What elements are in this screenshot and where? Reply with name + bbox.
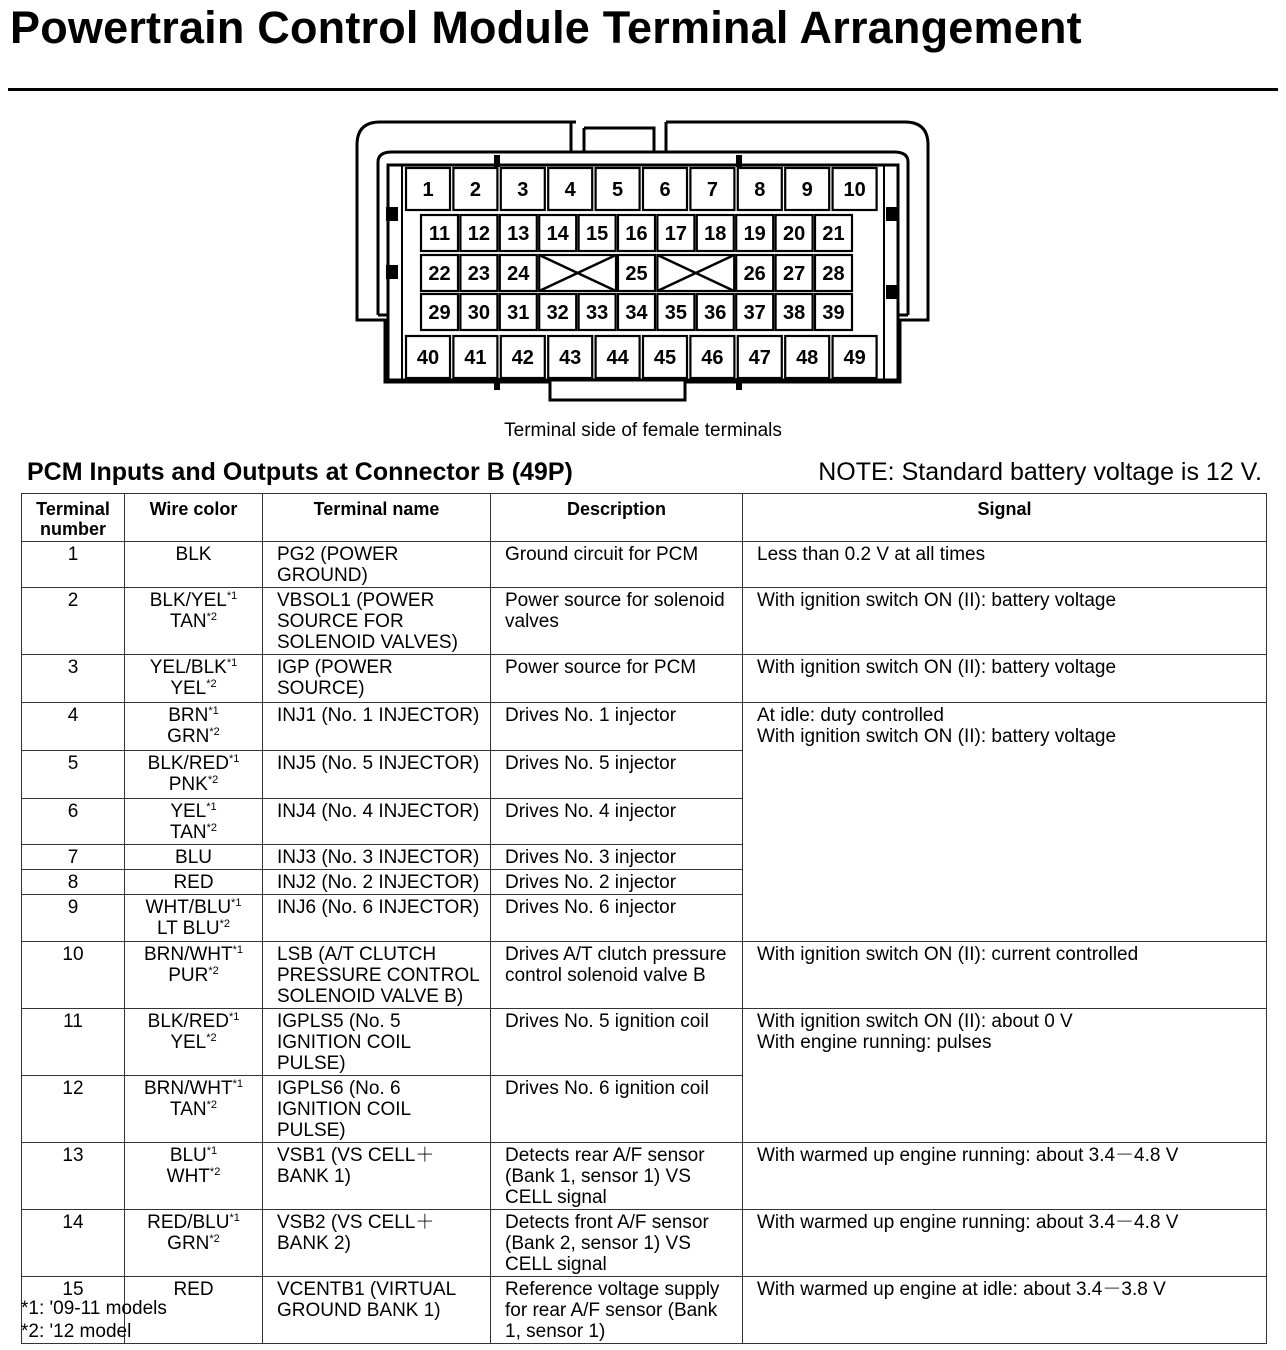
signal-text: At idle: duty controlled (757, 705, 944, 726)
signal-cell (743, 1277, 1267, 1344)
wire-color-primary-mark: *1 (232, 944, 244, 956)
terminal-label-27: 27 (782, 263, 806, 285)
terminal-name: LSB (A/T CLUTCH PRESSURE CONTROL SOLENOID VALVE B) (277, 944, 479, 1007)
terminal-label-2: 2 (469, 179, 481, 201)
terminal-name-cell (263, 703, 491, 751)
wire-color-alt: TAN (170, 1099, 207, 1120)
description-cell (491, 1009, 743, 1076)
description-cell (491, 542, 743, 588)
terminal-label-34: 34 (625, 302, 648, 324)
terminal-name-cell (263, 542, 491, 588)
header-terminal-line1: Terminal (36, 499, 110, 519)
terminal-label-48: 48 (796, 347, 819, 369)
terminal-label-16: 16 (625, 223, 648, 245)
wire-color-alt-mark: *2 (206, 1099, 217, 1111)
battery-note: NOTE: Standard battery voltage is 12 V. (818, 458, 1262, 486)
terminal-number-cell (22, 1210, 125, 1277)
terminal-label-36: 36 (704, 302, 727, 324)
page-title: Powertrain Control Module Terminal Arrangement (10, 2, 1082, 53)
footnote-2: *2: '12 model (21, 1321, 132, 1342)
terminal-label-45: 45 (653, 347, 677, 369)
wire-color-alt: YEL (170, 678, 207, 699)
description-cell (491, 655, 743, 703)
wire-color-primary: BRN/WHT (143, 944, 233, 965)
table-row (22, 542, 1267, 588)
signal-text-2: With ignition switch ON (II): battery voltage (757, 726, 1117, 747)
description: Power source for solenoid valves (505, 590, 725, 632)
wire-color-primary: YEL/BLK (149, 657, 227, 678)
wire-color-primary: BRN/WHT (143, 1078, 233, 1099)
wire-color-cell (125, 1210, 263, 1277)
terminal-number-cell (22, 703, 125, 751)
terminal-label-38: 38 (782, 302, 806, 324)
wire-color-alt: GRN (167, 726, 210, 747)
wire-color-cell (125, 703, 263, 751)
description-cell (491, 942, 743, 1009)
description: Drives No. 6 ignition coil (505, 1078, 709, 1099)
terminal-number: 11 (63, 1011, 83, 1032)
terminal-name-cell (263, 655, 491, 703)
table-row (22, 1009, 1267, 1076)
terminal-label-9: 9 (801, 179, 813, 201)
signal-cell (743, 1210, 1267, 1277)
terminal-number-cell (22, 751, 125, 799)
wire-color-alt: GRN (167, 1233, 210, 1254)
wire-color-alt-mark: *2 (208, 965, 219, 977)
terminal-number: 12 (62, 1078, 84, 1099)
terminal-number-cell (22, 845, 125, 870)
wire-color-alt-mark: *2 (209, 726, 220, 738)
wire-color-alt-mark: *2 (206, 611, 217, 623)
wire-color-alt: YEL (170, 1032, 207, 1053)
terminal-name: INJ5 (No. 5 INJECTOR) (277, 753, 480, 774)
signal-cell (743, 542, 1267, 588)
terminal-number: 1 (67, 544, 79, 565)
terminal-number-cell (22, 942, 125, 1009)
terminal-name-cell (263, 588, 491, 655)
signal-cell (743, 703, 1267, 942)
description-cell (491, 588, 743, 655)
terminal-label-26: 26 (743, 263, 766, 285)
wire-color-alt: PNK (168, 774, 208, 795)
wire-color-primary-mark: *1 (228, 753, 240, 765)
terminal-name: IGP (POWER SOURCE) (277, 657, 393, 699)
wire-color-primary: BLU (169, 1145, 207, 1166)
wire-color-primary-mark: *1 (232, 1078, 244, 1090)
table-row (22, 1210, 1267, 1277)
description-cell (491, 799, 743, 845)
signal-cell (743, 1009, 1267, 1143)
terminal-number: 10 (62, 944, 84, 965)
wire-color-primary: BLU (175, 847, 212, 868)
terminal-name: PG2 (POWER GROUND) (277, 544, 399, 586)
wire-color-alt-mark: *2 (206, 822, 217, 834)
terminal-label-24: 24 (507, 263, 530, 285)
description-cell (491, 1210, 743, 1277)
terminal-number: 7 (67, 847, 79, 868)
terminal-label-15: 15 (585, 223, 609, 245)
wire-color-primary: YEL (170, 801, 207, 822)
signal-cell (743, 1143, 1267, 1210)
description: Drives No. 4 injector (505, 801, 677, 822)
terminal-label-46: 46 (701, 347, 724, 369)
terminal-label-14: 14 (546, 223, 569, 245)
table-row (22, 655, 1267, 703)
wire-color-primary-mark: *1 (226, 657, 238, 669)
terminal-label-23: 23 (467, 263, 491, 285)
wire-color-primary-mark: *1 (206, 801, 217, 813)
signal-cell (743, 655, 1267, 703)
terminal-label-39: 39 (822, 302, 845, 324)
description: Drives No. 2 injector (505, 872, 677, 893)
terminal-number-cell (22, 1143, 125, 1210)
description-cell (491, 870, 743, 895)
terminal-label-19: 19 (743, 223, 766, 245)
table-row (22, 1143, 1267, 1210)
description: Drives No. 5 ignition coil (505, 1011, 709, 1032)
header-terminal-number (22, 494, 125, 542)
header-terminal-line2: number (39, 519, 106, 539)
terminal-number: 8 (67, 872, 79, 893)
wire-color-primary-mark: *1 (229, 1212, 240, 1224)
terminal-number: 13 (62, 1145, 84, 1166)
terminal-name: INJ2 (No. 2 INJECTOR) (277, 872, 480, 893)
terminal-number: 5 (67, 753, 79, 774)
terminal-name-cell (263, 845, 491, 870)
terminal-label-6: 6 (659, 179, 671, 201)
wire-color-primary: WHT/BLU (145, 897, 232, 918)
wire-color-alt-mark: *2 (209, 1166, 221, 1178)
terminal-label-7: 7 (706, 179, 718, 201)
signal-text: With ignition switch ON (II): current controlled (757, 944, 1139, 965)
description-cell (491, 751, 743, 799)
terminal-label-25: 25 (625, 263, 648, 285)
terminal-label-37: 37 (743, 302, 766, 324)
section-title: PCM Inputs and Outputs at Connector B (49P) (27, 458, 573, 486)
terminal-label-13: 13 (507, 223, 530, 245)
terminal-name: INJ4 (No. 4 INJECTOR) (277, 801, 480, 822)
terminal-label-47: 47 (748, 347, 771, 369)
terminal-number-cell (22, 542, 125, 588)
terminal-name: VCENTB1 (VIRTUAL GROUND BANK 1) (277, 1279, 456, 1321)
pcm-terminal-table (21, 493, 1267, 1344)
description-cell (491, 703, 743, 751)
terminal-cells (406, 168, 877, 378)
terminal-label-41: 41 (464, 347, 487, 369)
terminal-name: VSB1 (VS CELL＋ BANK 1) (277, 1145, 435, 1187)
description: Reference voltage supply for rear A/F sensor (Bank 1, sensor 1) (505, 1279, 720, 1342)
wire-color-alt-mark: *2 (206, 678, 217, 690)
connector-diagram (0, 110, 1286, 410)
signal-text: With ignition switch ON (II): battery voltage (757, 590, 1117, 611)
terminal-label-31: 31 (507, 302, 530, 324)
wire-color-cell (125, 588, 263, 655)
wire-color-primary: RED/BLU (147, 1212, 230, 1233)
signal-text: Less than 0.2 V at all times (757, 544, 986, 565)
description-cell (491, 1143, 743, 1210)
wire-color-primary-mark: *1 (226, 590, 238, 602)
wire-color-cell (125, 655, 263, 703)
table-header-row (22, 494, 1267, 542)
wire-color-alt: LT BLU (156, 918, 220, 939)
terminal-number-cell (22, 895, 125, 942)
wire-color-cell (125, 751, 263, 799)
wire-color-cell (125, 1009, 263, 1076)
description: Ground circuit for PCM (505, 544, 699, 565)
terminal-label-18: 18 (704, 223, 727, 245)
description: Detects front A/F sensor (Bank 2, sensor 1) VS CELL signal (505, 1212, 709, 1275)
terminal-label-3: 3 (517, 179, 529, 201)
description-cell (491, 1277, 743, 1344)
terminal-name-cell (263, 1143, 491, 1210)
table-body (22, 542, 1267, 1344)
table-row (22, 942, 1267, 1009)
wire-color-alt-mark: *2 (207, 774, 219, 786)
terminal-number-cell (22, 655, 125, 703)
terminal-number-cell (22, 588, 125, 655)
wire-color-primary: BLK (175, 544, 212, 565)
wire-color-primary-mark: *1 (208, 705, 219, 717)
terminal-name: VBSOL1 (POWER SOURCE FOR SOLENOID VALVES) (277, 590, 458, 653)
terminal-label-40: 40 (416, 347, 440, 369)
terminal-number: 2 (67, 590, 79, 611)
terminal-name: VSB2 (VS CELL＋ BANK 2) (277, 1212, 435, 1254)
wire-color-primary: BLK/YEL (149, 590, 227, 611)
terminal-name-cell (263, 1210, 491, 1277)
wire-color-primary: BLK/RED (147, 753, 229, 774)
terminal-label-1: 1 (422, 179, 434, 201)
terminal-label-4: 4 (564, 179, 576, 201)
terminal-label-10: 10 (843, 179, 866, 201)
wire-color-cell (125, 942, 263, 1009)
wire-color-cell (125, 1143, 263, 1210)
terminal-label-11: 11 (428, 223, 451, 245)
terminal-label-30: 30 (467, 302, 491, 324)
terminal-name: IGPLS6 (No. 6 IGNITION COIL PULSE) (277, 1078, 411, 1141)
terminal-label-49: 49 (843, 347, 866, 369)
terminal-name: INJ6 (No. 6 INJECTOR) (277, 897, 480, 918)
description-cell (491, 895, 743, 942)
wire-color-alt: TAN (170, 822, 207, 843)
signal-text: With warmed up engine at idle: about 3.4－3.8 V (757, 1279, 1166, 1300)
terminal-name-cell (263, 1076, 491, 1143)
signal-text: With ignition switch ON (II): about 0 V (757, 1011, 1073, 1032)
terminal-label-20: 20 (782, 223, 806, 245)
wire-color-cell (125, 542, 263, 588)
wire-color-primary: BLK/RED (147, 1011, 229, 1032)
table-row (22, 1277, 1267, 1344)
description: Drives No. 3 injector (505, 847, 677, 868)
terminal-name-cell (263, 1277, 491, 1344)
wire-color-primary: RED (173, 1279, 214, 1300)
terminal-label-5: 5 (612, 179, 624, 201)
footnote-1: *1: '09-11 models (21, 1298, 167, 1319)
terminal-number: 4 (67, 705, 79, 726)
wire-color-alt-mark: *2 (219, 918, 231, 930)
wire-color-cell (125, 870, 263, 895)
terminal-label-42: 42 (511, 347, 534, 369)
signal-text: With ignition switch ON (II): battery voltage (757, 657, 1117, 678)
header-description: Description (491, 494, 743, 542)
wire-color-cell (125, 895, 263, 942)
terminal-name-cell (263, 870, 491, 895)
terminal-number: 14 (62, 1212, 84, 1233)
terminal-name-cell (263, 895, 491, 942)
terminal-name-cell (263, 799, 491, 845)
signal-cell (743, 942, 1267, 1009)
signal-text: With warmed up engine running: about 3.4－4.8 V (757, 1212, 1179, 1233)
terminal-label-17: 17 (664, 223, 688, 245)
terminal-number-cell (22, 870, 125, 895)
terminal-number: 3 (67, 657, 79, 678)
description-cell (491, 845, 743, 870)
terminal-name: INJ3 (No. 3 INJECTOR) (277, 847, 480, 868)
description: Drives A/T clutch pressure control solenoid valve B (505, 944, 727, 986)
wire-color-alt-mark: *2 (209, 1233, 220, 1245)
wire-color-alt-mark: *2 (206, 1032, 217, 1044)
terminal-label-12: 12 (467, 223, 491, 245)
wire-color-alt: PUR (168, 965, 209, 986)
terminal-number: 9 (67, 897, 79, 918)
terminal-number-cell (22, 799, 125, 845)
terminal-label-29: 29 (428, 302, 451, 324)
terminal-label-43: 43 (559, 347, 582, 369)
table-row (22, 588, 1267, 655)
description: Drives No. 5 injector (505, 753, 677, 774)
terminal-number-cell (22, 1009, 125, 1076)
wire-color-primary-mark: *1 (228, 1011, 240, 1023)
terminal-name-cell (263, 1009, 491, 1076)
title-rule (8, 88, 1278, 91)
description: Power source for PCM (505, 657, 697, 678)
diagram-caption: Terminal side of female terminals (504, 420, 782, 441)
description-cell (491, 1076, 743, 1143)
wire-color-alt: WHT (166, 1166, 210, 1187)
terminal-label-35: 35 (664, 302, 688, 324)
description: Drives No. 6 injector (505, 897, 677, 918)
terminal-label-33: 33 (585, 302, 609, 324)
description: Drives No. 1 injector (505, 705, 677, 726)
terminal-label-22: 22 (428, 263, 451, 285)
description: Detects rear A/F sensor (Bank 1, sensor 1) VS CELL signal (505, 1145, 705, 1208)
wire-color-primary: BRN (168, 705, 209, 726)
wire-color-alt: TAN (170, 611, 207, 632)
terminal-number-cell (22, 1076, 125, 1143)
signal-text: With warmed up engine running: about 3.4－4.8 V (757, 1145, 1179, 1166)
wire-color-cell (125, 799, 263, 845)
table-row (22, 703, 1267, 751)
terminal-label-8: 8 (754, 179, 766, 201)
terminal-name-cell (263, 942, 491, 1009)
terminal-label-32: 32 (546, 302, 569, 324)
terminal-name: IGPLS5 (No. 5 IGNITION COIL PULSE) (277, 1011, 411, 1074)
terminal-name-cell (263, 751, 491, 799)
terminal-number: 6 (67, 801, 79, 822)
terminal-number: 15 (62, 1279, 84, 1300)
wire-color-cell (125, 845, 263, 870)
signal-cell (743, 588, 1267, 655)
terminal-label-28: 28 (822, 263, 845, 285)
signal-text-2: With engine running: pulses (757, 1032, 992, 1053)
terminal-name: INJ1 (No. 1 INJECTOR) (277, 705, 480, 726)
wire-color-cell (125, 1076, 263, 1143)
header-signal: Signal (743, 494, 1267, 542)
wire-color-primary-mark: *1 (231, 897, 242, 909)
header-wire-color: Wire color (125, 494, 263, 542)
wire-color-primary-mark: *1 (206, 1145, 218, 1157)
terminal-label-44: 44 (606, 347, 629, 369)
wire-color-primary: RED (173, 872, 214, 893)
header-terminal-name: Terminal name (263, 494, 491, 542)
terminal-label-21: 21 (822, 223, 845, 245)
